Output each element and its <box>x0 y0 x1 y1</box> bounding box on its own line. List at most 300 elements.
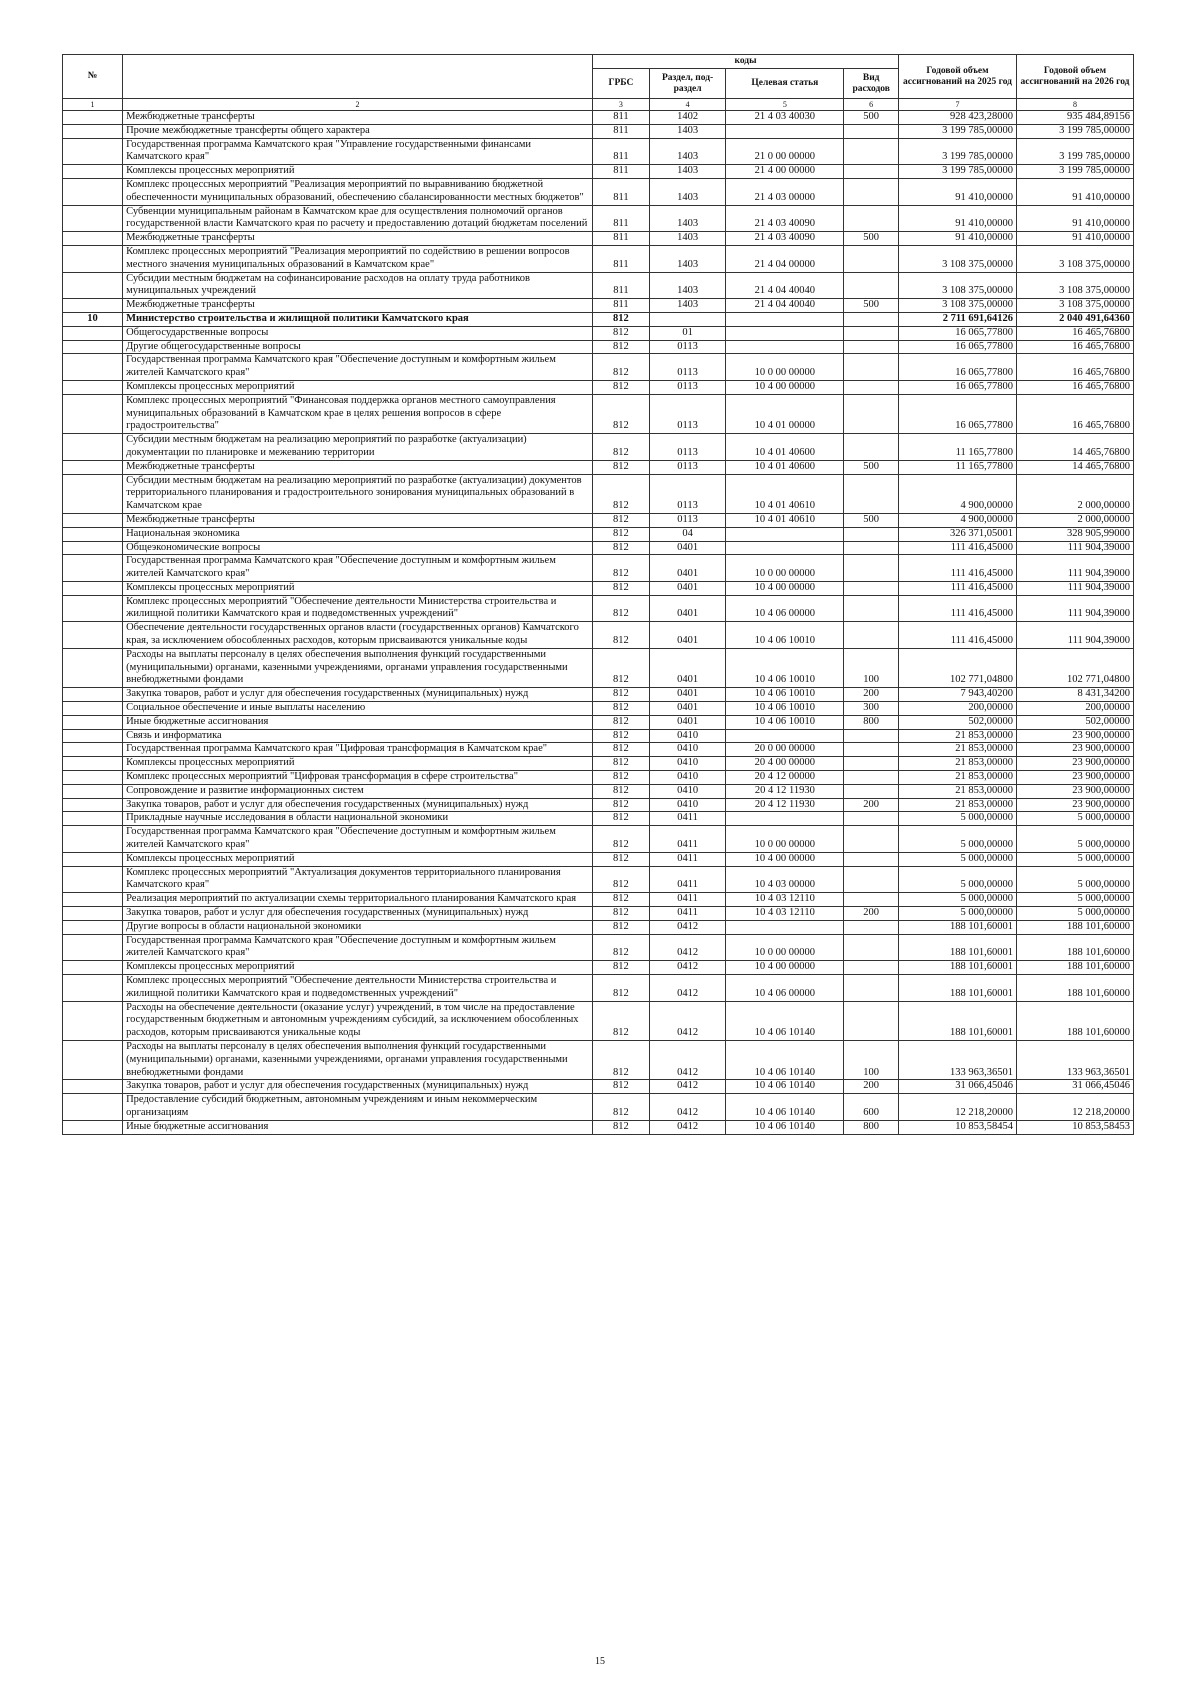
expense-type-code <box>844 555 899 582</box>
grbs-code: 812 <box>593 340 650 354</box>
table-row <box>63 702 1134 716</box>
grbs-code: 812 <box>593 581 650 595</box>
expense-name: Государственная программа Камчатского края "Обеспечение доступным и комфортным жильем жителей Камчатского края" <box>123 934 593 961</box>
target-article-code: 10 4 00 00000 <box>726 581 844 595</box>
amount-2025: 16 065,77800 <box>899 380 1017 394</box>
grbs-code: 812 <box>593 757 650 771</box>
row-number <box>63 527 123 541</box>
section-code: 0411 <box>649 866 726 893</box>
column-index-row <box>63 99 1134 111</box>
amount-2025: 21 853,00000 <box>899 798 1017 812</box>
grbs-code: 811 <box>593 138 650 165</box>
row-number <box>63 975 123 1002</box>
expense-type-code: 500 <box>844 513 899 527</box>
expense-type-code <box>844 934 899 961</box>
expense-name: Субсидии местным бюджетам на софинансирование расходов на оплату труда работников муниципальных учреждений <box>123 272 593 299</box>
expense-type-code <box>844 866 899 893</box>
amount-2025: 16 065,77800 <box>899 340 1017 354</box>
row-number <box>63 648 123 687</box>
target-article-code <box>726 124 844 138</box>
grbs-code: 812 <box>593 1080 650 1094</box>
expense-name: Реализация мероприятий по актуализации схемы территориального планирования Камчатского края <box>123 893 593 907</box>
grbs-code: 811 <box>593 205 650 232</box>
expense-type-code: 300 <box>844 702 899 716</box>
row-number <box>63 798 123 812</box>
amount-2026: 111 904,39000 <box>1017 555 1134 582</box>
row-number <box>63 934 123 961</box>
table-row <box>63 434 1134 461</box>
amount-2026: 188 101,60000 <box>1017 934 1134 961</box>
column-index: 6 <box>844 99 899 111</box>
amount-2026: 5 000,00000 <box>1017 826 1134 853</box>
expense-name: Комплекс процессных мероприятий "Реализация мероприятий по выравниванию бюджетной обеспеченности муниципальных образований, обеспечению сбалансированности местных бюджетов" <box>123 178 593 205</box>
expense-type-code: 100 <box>844 1040 899 1079</box>
amount-2026: 91 410,00000 <box>1017 178 1134 205</box>
target-article-code: 10 0 00 00000 <box>726 826 844 853</box>
grbs-code: 812 <box>593 595 650 622</box>
amount-2026: 111 904,39000 <box>1017 622 1134 649</box>
table-row <box>63 920 1134 934</box>
table-row <box>63 852 1134 866</box>
grbs-code: 812 <box>593 975 650 1002</box>
target-article-code: 10 4 06 10140 <box>726 1094 844 1121</box>
expense-type-code <box>844 852 899 866</box>
amount-2025: 91 410,00000 <box>899 178 1017 205</box>
grbs-code: 812 <box>593 771 650 785</box>
amount-2025: 5 000,00000 <box>899 826 1017 853</box>
amount-2026: 10 853,58453 <box>1017 1120 1134 1134</box>
amount-2025: 502,00000 <box>899 715 1017 729</box>
grbs-code: 811 <box>593 111 650 125</box>
target-article-code: 20 4 12 00000 <box>726 771 844 785</box>
amount-2026: 188 101,60000 <box>1017 975 1134 1002</box>
expense-name: Связь и информатика <box>123 729 593 743</box>
table-row <box>63 812 1134 826</box>
section-code: 1403 <box>649 165 726 179</box>
table-row <box>63 771 1134 785</box>
row-number <box>63 326 123 340</box>
grbs-code: 812 <box>593 812 650 826</box>
target-article-code: 21 4 03 40090 <box>726 205 844 232</box>
target-article-code <box>726 326 844 340</box>
section-code: 0412 <box>649 961 726 975</box>
row-number <box>63 581 123 595</box>
amount-2026: 200,00000 <box>1017 702 1134 716</box>
table-row <box>63 907 1134 921</box>
grbs-code: 812 <box>593 541 650 555</box>
section-code: 0412 <box>649 975 726 1002</box>
expense-name: Закупка товаров, работ и услуг для обеспечения государственных (муниципальных) нужд <box>123 907 593 921</box>
section-code: 04 <box>649 527 726 541</box>
row-number <box>63 1120 123 1134</box>
expense-type-code: 600 <box>844 1094 899 1121</box>
row-number <box>63 1080 123 1094</box>
table-row <box>63 961 1134 975</box>
target-article-code: 10 0 00 00000 <box>726 354 844 381</box>
grbs-code: 812 <box>593 474 650 513</box>
expense-name: Расходы на выплаты персоналу в целях обеспечения выполнения функций государственными (муниципальными) органами, казенными учреждениями, органами управления государственными внебюджетными фондами <box>123 1040 593 1079</box>
target-article-code: 10 4 01 40600 <box>726 434 844 461</box>
row-number <box>63 434 123 461</box>
amount-2026: 502,00000 <box>1017 715 1134 729</box>
expense-type-code <box>844 784 899 798</box>
amount-2025: 111 416,45000 <box>899 555 1017 582</box>
expense-type-code <box>844 245 899 272</box>
table-row <box>63 460 1134 474</box>
row-number <box>63 138 123 165</box>
table-row <box>63 715 1134 729</box>
target-article-code: 20 4 12 11930 <box>726 784 844 798</box>
row-number <box>63 394 123 433</box>
expense-name: Комплексы процессных мероприятий <box>123 380 593 394</box>
expense-name: Обеспечение деятельности государственных органов власти (государственных органов) Камчатского края, за исключением обособленных расходов, которым присваиваются уникальные коды <box>123 622 593 649</box>
amount-2026: 23 900,00000 <box>1017 729 1134 743</box>
grbs-code: 812 <box>593 354 650 381</box>
expense-name: Иные бюджетные ассигнования <box>123 715 593 729</box>
expense-name: Социальное обеспечение и иные выплаты населению <box>123 702 593 716</box>
grbs-code: 812 <box>593 648 650 687</box>
expense-type-code <box>844 757 899 771</box>
amount-2026: 23 900,00000 <box>1017 784 1134 798</box>
expense-type-code <box>844 595 899 622</box>
amount-2025: 10 853,58454 <box>899 1120 1017 1134</box>
section-code: 0401 <box>649 715 726 729</box>
grbs-code: 812 <box>593 380 650 394</box>
grbs-code: 812 <box>593 555 650 582</box>
grbs-code: 812 <box>593 513 650 527</box>
section-code: 0410 <box>649 771 726 785</box>
section-code: 1403 <box>649 299 726 313</box>
amount-2026: 12 218,20000 <box>1017 1094 1134 1121</box>
grbs-code: 812 <box>593 312 650 326</box>
table-row <box>63 474 1134 513</box>
budget-table-body <box>63 111 1134 1135</box>
expense-type-code <box>844 920 899 934</box>
grbs-code: 812 <box>593 920 650 934</box>
budget-table <box>62 54 1134 1135</box>
section-code: 0411 <box>649 893 726 907</box>
amount-2026: 5 000,00000 <box>1017 893 1134 907</box>
amount-2025: 188 101,60001 <box>899 934 1017 961</box>
table-row <box>63 205 1134 232</box>
row-number <box>63 771 123 785</box>
expense-name: Иные бюджетные ассигнования <box>123 1120 593 1134</box>
table-row <box>63 124 1134 138</box>
section-code: 0411 <box>649 907 726 921</box>
header-expense-type: Вид расходов <box>844 69 899 99</box>
amount-2025: 3 199 785,00000 <box>899 165 1017 179</box>
expense-type-code <box>844 340 899 354</box>
budget-sheet <box>62 54 1134 1135</box>
expense-type-code <box>844 138 899 165</box>
table-row <box>63 1080 1134 1094</box>
column-index: 5 <box>726 99 844 111</box>
target-article-code: 10 4 06 10010 <box>726 715 844 729</box>
expense-type-code <box>844 961 899 975</box>
grbs-code: 812 <box>593 527 650 541</box>
amount-2025: 2 711 691,64126 <box>899 312 1017 326</box>
target-article-code: 10 4 06 10010 <box>726 688 844 702</box>
expense-name: Комплексы процессных мероприятий <box>123 757 593 771</box>
expense-type-code: 500 <box>844 232 899 246</box>
row-number <box>63 205 123 232</box>
amount-2025: 5 000,00000 <box>899 852 1017 866</box>
expense-name: Комплексы процессных мероприятий <box>123 961 593 975</box>
target-article-code: 10 4 06 10140 <box>726 1040 844 1079</box>
amount-2026: 3 108 375,00000 <box>1017 272 1134 299</box>
row-number <box>63 784 123 798</box>
grbs-code: 812 <box>593 934 650 961</box>
expense-name: Государственная программа Камчатского края "Обеспечение доступным и комфортным жильем жителей Камчатского края" <box>123 555 593 582</box>
amount-2025: 326 371,05001 <box>899 527 1017 541</box>
amount-2026: 133 963,36501 <box>1017 1040 1134 1079</box>
section-code: 0401 <box>649 702 726 716</box>
row-number <box>63 232 123 246</box>
grbs-code: 812 <box>593 688 650 702</box>
amount-2025: 91 410,00000 <box>899 205 1017 232</box>
target-article-code: 10 4 03 12110 <box>726 907 844 921</box>
target-article-code <box>726 541 844 555</box>
section-code: 0113 <box>649 394 726 433</box>
target-article-code: 10 4 01 40610 <box>726 474 844 513</box>
amount-2025: 31 066,45046 <box>899 1080 1017 1094</box>
target-article-code <box>726 812 844 826</box>
target-article-code <box>726 527 844 541</box>
amount-2026: 16 465,76800 <box>1017 340 1134 354</box>
section-code: 0401 <box>649 595 726 622</box>
amount-2025: 3 199 785,00000 <box>899 138 1017 165</box>
expense-type-code <box>844 812 899 826</box>
row-number <box>63 178 123 205</box>
header-target: Целевая статья <box>726 69 844 99</box>
table-row <box>63 138 1134 165</box>
section-code: 0412 <box>649 1040 726 1079</box>
table-row <box>63 648 1134 687</box>
section-code: 0412 <box>649 934 726 961</box>
grbs-code: 812 <box>593 622 650 649</box>
expense-type-code <box>844 729 899 743</box>
target-article-code: 10 4 06 10010 <box>726 622 844 649</box>
target-article-code: 10 4 03 12110 <box>726 893 844 907</box>
expense-type-code <box>844 178 899 205</box>
grbs-code: 812 <box>593 852 650 866</box>
row-number <box>63 893 123 907</box>
target-article-code: 10 4 06 10140 <box>726 1120 844 1134</box>
table-row <box>63 541 1134 555</box>
expense-type-code <box>844 394 899 433</box>
amount-2025: 7 943,40200 <box>899 688 1017 702</box>
expense-name: Комплекс процессных мероприятий "Финансовая поддержка органов местного самоуправления муниципальных образований в Камчатском крае в целях решения вопросов в сфере градостроительства" <box>123 394 593 433</box>
grbs-code: 812 <box>593 826 650 853</box>
expense-name: Комплексы процессных мероприятий <box>123 581 593 595</box>
amount-2026: 3 199 785,00000 <box>1017 138 1134 165</box>
header-grbs: ГРБС <box>593 69 650 99</box>
row-number <box>63 1094 123 1121</box>
target-article-code: 21 4 03 00000 <box>726 178 844 205</box>
amount-2025: 16 065,77800 <box>899 354 1017 381</box>
grbs-code: 812 <box>593 784 650 798</box>
section-code: 0113 <box>649 460 726 474</box>
header-num: № <box>63 55 123 99</box>
row-number <box>63 354 123 381</box>
table-row <box>63 340 1134 354</box>
expense-name: Комплекс процессных мероприятий "Обеспечение деятельности Министерства строительства и жилищной политики Камчатского края и подведомственных учреждений" <box>123 595 593 622</box>
target-article-code: 10 0 00 00000 <box>726 555 844 582</box>
row-number <box>63 852 123 866</box>
row-number <box>63 907 123 921</box>
expense-type-code <box>844 771 899 785</box>
grbs-code: 812 <box>593 1001 650 1040</box>
expense-type-code <box>844 541 899 555</box>
expense-name: Государственная программа Камчатского края "Обеспечение доступным и комфортным жильем жителей Камчатского края" <box>123 826 593 853</box>
section-code: 0401 <box>649 688 726 702</box>
section-code: 0401 <box>649 648 726 687</box>
target-article-code <box>726 729 844 743</box>
target-article-code: 21 0 00 00000 <box>726 138 844 165</box>
row-number <box>63 541 123 555</box>
target-article-code: 10 4 00 00000 <box>726 852 844 866</box>
amount-2026: 23 900,00000 <box>1017 771 1134 785</box>
target-article-code <box>726 920 844 934</box>
target-article-code: 10 4 00 00000 <box>726 961 844 975</box>
table-row <box>63 688 1134 702</box>
section-code: 0113 <box>649 434 726 461</box>
amount-2025: 5 000,00000 <box>899 812 1017 826</box>
expense-type-code <box>844 527 899 541</box>
table-row <box>63 527 1134 541</box>
amount-2025: 3 108 375,00000 <box>899 245 1017 272</box>
expense-type-code: 800 <box>844 715 899 729</box>
target-article-code: 10 4 06 10140 <box>726 1080 844 1094</box>
expense-name: Комплекс процессных мероприятий "Обеспечение деятельности Министерства строительства и жилищной политики Камчатского края и подведомственных учреждений" <box>123 975 593 1002</box>
table-row <box>63 1094 1134 1121</box>
row-number <box>63 340 123 354</box>
expense-type-code <box>844 205 899 232</box>
expense-name: Межбюджетные трансферты <box>123 111 593 125</box>
section-code: 0412 <box>649 1001 726 1040</box>
amount-2025: 3 108 375,00000 <box>899 299 1017 313</box>
amount-2025: 188 101,60001 <box>899 975 1017 1002</box>
grbs-code: 812 <box>593 1040 650 1079</box>
amount-2026: 2 000,00000 <box>1017 474 1134 513</box>
grbs-code: 812 <box>593 460 650 474</box>
section-code: 0410 <box>649 757 726 771</box>
amount-2026: 16 465,76800 <box>1017 354 1134 381</box>
table-row <box>63 394 1134 433</box>
row-number <box>63 812 123 826</box>
amount-2025: 21 853,00000 <box>899 729 1017 743</box>
table-row <box>63 743 1134 757</box>
row-number <box>63 757 123 771</box>
row-number <box>63 380 123 394</box>
amount-2025: 21 853,00000 <box>899 757 1017 771</box>
row-number <box>63 272 123 299</box>
table-row <box>63 165 1134 179</box>
expense-type-code: 200 <box>844 798 899 812</box>
row-number <box>63 111 123 125</box>
table-row <box>63 513 1134 527</box>
grbs-code: 812 <box>593 961 650 975</box>
amount-2026: 111 904,39000 <box>1017 581 1134 595</box>
target-article-code: 10 4 06 10010 <box>726 702 844 716</box>
column-index: 2 <box>123 99 593 111</box>
section-code: 0412 <box>649 920 726 934</box>
target-article-code: 10 4 06 10140 <box>726 1001 844 1040</box>
target-article-code <box>726 340 844 354</box>
table-row <box>63 975 1134 1002</box>
target-article-code: 20 4 12 11930 <box>726 798 844 812</box>
target-article-code: 10 4 01 00000 <box>726 394 844 433</box>
expense-name: Закупка товаров, работ и услуг для обеспечения государственных (муниципальных) нужд <box>123 1080 593 1094</box>
row-number <box>63 920 123 934</box>
amount-2025: 200,00000 <box>899 702 1017 716</box>
row-number <box>63 1040 123 1079</box>
amount-2026: 23 900,00000 <box>1017 743 1134 757</box>
amount-2026: 188 101,60000 <box>1017 1001 1134 1040</box>
amount-2026: 188 101,60000 <box>1017 961 1134 975</box>
grbs-code: 812 <box>593 893 650 907</box>
row-number <box>63 460 123 474</box>
expense-type-code <box>844 434 899 461</box>
row-number <box>63 165 123 179</box>
section-code: 1402 <box>649 111 726 125</box>
grbs-code: 811 <box>593 232 650 246</box>
grbs-code: 812 <box>593 798 650 812</box>
amount-2025: 188 101,60001 <box>899 920 1017 934</box>
header-amount-2026: Годовой объем ассигнований на 2026 год <box>1017 55 1134 99</box>
expense-type-code <box>844 1001 899 1040</box>
grbs-code: 812 <box>593 326 650 340</box>
expense-name: Государственная программа Камчатского края "Цифровая трансформация в Камчатском крае" <box>123 743 593 757</box>
grbs-code: 811 <box>593 299 650 313</box>
target-article-code: 20 0 00 00000 <box>726 743 844 757</box>
amount-2026: 3 199 785,00000 <box>1017 165 1134 179</box>
expense-name: Государственная программа Камчатского края "Управление государственными финансами Камчатского края" <box>123 138 593 165</box>
expense-name: Другие общегосударственные вопросы <box>123 340 593 354</box>
amount-2025: 3 108 375,00000 <box>899 272 1017 299</box>
expense-type-code <box>844 893 899 907</box>
row-number <box>63 688 123 702</box>
expense-name: Закупка товаров, работ и услуг для обеспечения государственных (муниципальных) нужд <box>123 688 593 702</box>
grbs-code: 812 <box>593 434 650 461</box>
grbs-code: 812 <box>593 1120 650 1134</box>
table-row <box>63 784 1134 798</box>
expense-name: Расходы на выплаты персоналу в целях обеспечения выполнения функций государственными (муниципальными) органами, казенными учреждениями, органами управления государственными внебюджетными фондами <box>123 648 593 687</box>
expense-type-code: 500 <box>844 460 899 474</box>
expense-name: Закупка товаров, работ и услуг для обеспечения государственных (муниципальных) нужд <box>123 798 593 812</box>
row-number <box>63 826 123 853</box>
amount-2025: 91 410,00000 <box>899 232 1017 246</box>
expense-name: Общегосударственные вопросы <box>123 326 593 340</box>
amount-2026: 2 040 491,64360 <box>1017 312 1134 326</box>
expense-type-code <box>844 380 899 394</box>
expense-name: Субвенции муниципальным районам в Камчатском крае для осуществления полномочий органов государственной власти Камчатского края по расчету и предоставлению дотаций бюджетам поселений <box>123 205 593 232</box>
target-article-code: 21 4 04 40040 <box>726 299 844 313</box>
section-code: 0410 <box>649 729 726 743</box>
amount-2025: 188 101,60001 <box>899 961 1017 975</box>
grbs-code: 812 <box>593 1094 650 1121</box>
expense-type-code: 500 <box>844 111 899 125</box>
amount-2026: 23 900,00000 <box>1017 798 1134 812</box>
expense-name: Межбюджетные трансферты <box>123 299 593 313</box>
table-row <box>63 312 1134 326</box>
table-row <box>63 866 1134 893</box>
amount-2026: 102 771,04800 <box>1017 648 1134 687</box>
expense-name: Министерство строительства и жилищной политики Камчатского края <box>123 312 593 326</box>
section-code: 0411 <box>649 852 726 866</box>
target-article-code: 10 4 03 00000 <box>726 866 844 893</box>
column-index: 7 <box>899 99 1017 111</box>
